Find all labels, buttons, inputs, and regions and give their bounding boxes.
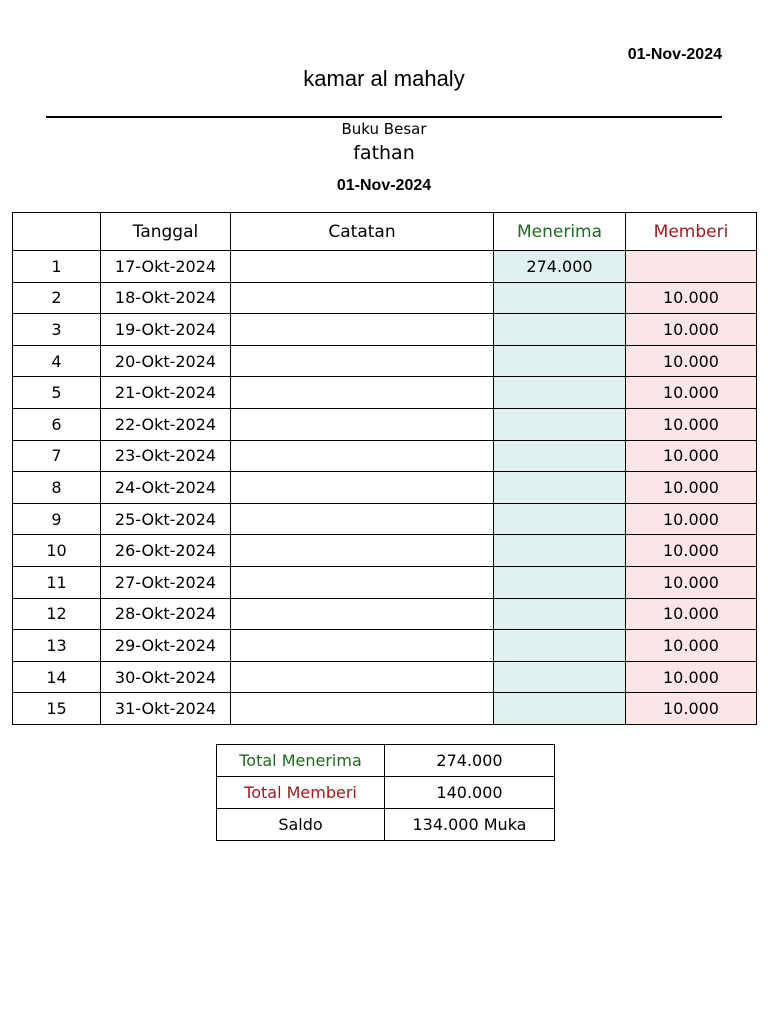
- table-row: [13, 345, 757, 377]
- balance-value: 134.000 Muka: [385, 809, 555, 841]
- row-number: 8: [13, 472, 101, 504]
- report-date: 01-Nov-2024: [336, 177, 432, 194]
- row-number: 9: [13, 503, 101, 535]
- row-date: 21-Okt-2024: [101, 377, 231, 409]
- table-row: [13, 282, 757, 314]
- row-give: 10.000: [626, 693, 757, 725]
- row-give: 10.000: [626, 566, 757, 598]
- document-title: Buku Besar: [341, 120, 427, 138]
- col-number-header: [13, 213, 101, 251]
- row-receive: [494, 408, 626, 440]
- row-note: [231, 345, 494, 377]
- row-note: [231, 630, 494, 662]
- row-note: [231, 472, 494, 504]
- row-note: [231, 598, 494, 630]
- row-give: 10.000: [626, 661, 757, 693]
- row-number: 4: [13, 345, 101, 377]
- row-number: 12: [13, 598, 101, 630]
- row-number: 7: [13, 440, 101, 472]
- table-row: [13, 661, 757, 693]
- print-date: 01-Nov-2024: [627, 46, 722, 63]
- summary-row-receive: [217, 745, 555, 777]
- row-give: 10.000: [626, 630, 757, 662]
- table-row: [13, 440, 757, 472]
- row-number: 1: [13, 251, 101, 283]
- row-date: 28-Okt-2024: [101, 598, 231, 630]
- row-note: [231, 377, 494, 409]
- row-date: 30-Okt-2024: [101, 661, 231, 693]
- table-row: [13, 377, 757, 409]
- table-row: [13, 472, 757, 504]
- row-date: 24-Okt-2024: [101, 472, 231, 504]
- row-note: [231, 440, 494, 472]
- col-note-header: Catatan: [231, 213, 494, 251]
- col-give-header: Memberi: [626, 213, 757, 251]
- row-receive: [494, 440, 626, 472]
- row-give: 10.000: [626, 440, 757, 472]
- row-note: [231, 251, 494, 283]
- table-row: [13, 535, 757, 567]
- row-give: 10.000: [626, 408, 757, 440]
- header-divider: [46, 116, 722, 118]
- row-number: 2: [13, 282, 101, 314]
- account-name: fathan: [353, 142, 415, 164]
- row-number: 6: [13, 408, 101, 440]
- row-receive: [494, 535, 626, 567]
- summary-row-balance: [217, 809, 555, 841]
- row-note: [231, 535, 494, 567]
- row-receive: [494, 693, 626, 725]
- row-receive: [494, 314, 626, 346]
- row-note: [231, 314, 494, 346]
- row-note: [231, 503, 494, 535]
- table-row: [13, 693, 757, 725]
- table-row: [13, 630, 757, 662]
- row-give: 10.000: [626, 282, 757, 314]
- row-receive: [494, 661, 626, 693]
- summary-table: [216, 744, 555, 841]
- row-number: 15: [13, 693, 101, 725]
- row-give: 10.000: [626, 535, 757, 567]
- row-receive: [494, 472, 626, 504]
- row-note: [231, 408, 494, 440]
- row-give: 10.000: [626, 472, 757, 504]
- row-date: 22-Okt-2024: [101, 408, 231, 440]
- table-row: [13, 314, 757, 346]
- row-number: 11: [13, 566, 101, 598]
- row-note: [231, 661, 494, 693]
- row-note: [231, 566, 494, 598]
- row-number: 5: [13, 377, 101, 409]
- row-number: 10: [13, 535, 101, 567]
- row-note: [231, 282, 494, 314]
- row-receive: [494, 345, 626, 377]
- row-give: 10.000: [626, 377, 757, 409]
- row-give: 10.000: [626, 598, 757, 630]
- col-receive-header: Menerima: [494, 213, 626, 251]
- total-give-value: 140.000: [385, 777, 555, 809]
- summary-row-give: [217, 777, 555, 809]
- row-date: 25-Okt-2024: [101, 503, 231, 535]
- company-name: kamar al mahaly: [303, 66, 465, 91]
- row-date: 29-Okt-2024: [101, 630, 231, 662]
- table-row: [13, 566, 757, 598]
- row-give: 10.000: [626, 345, 757, 377]
- total-receive-value: 274.000: [385, 745, 555, 777]
- row-receive: [494, 503, 626, 535]
- row-receive: [494, 598, 626, 630]
- row-receive: [494, 282, 626, 314]
- row-date: 26-Okt-2024: [101, 535, 231, 567]
- row-give: [626, 251, 757, 283]
- row-number: 3: [13, 314, 101, 346]
- row-receive: [494, 377, 626, 409]
- row-give: 10.000: [626, 503, 757, 535]
- row-date: 23-Okt-2024: [101, 440, 231, 472]
- table-row: [13, 408, 757, 440]
- ledger-body: [13, 251, 757, 725]
- table-row: [13, 503, 757, 535]
- row-date: 27-Okt-2024: [101, 566, 231, 598]
- row-date: 17-Okt-2024: [101, 251, 231, 283]
- col-date-header: Tanggal: [101, 213, 231, 251]
- row-give: 10.000: [626, 314, 757, 346]
- table-row: [13, 598, 757, 630]
- row-date: 19-Okt-2024: [101, 314, 231, 346]
- row-date: 18-Okt-2024: [101, 282, 231, 314]
- row-note: [231, 693, 494, 725]
- row-receive: [494, 566, 626, 598]
- row-receive: [494, 630, 626, 662]
- row-date: 20-Okt-2024: [101, 345, 231, 377]
- row-number: 14: [13, 661, 101, 693]
- balance-label: Saldo: [217, 809, 385, 841]
- row-date: 31-Okt-2024: [101, 693, 231, 725]
- total-receive-label: Total Menerima: [217, 745, 385, 777]
- total-give-label: Total Memberi: [217, 777, 385, 809]
- row-receive: 274.000: [494, 251, 626, 283]
- ledger-header-row: [13, 213, 757, 251]
- ledger-table: [12, 212, 757, 725]
- table-row: [13, 251, 757, 283]
- row-number: 13: [13, 630, 101, 662]
